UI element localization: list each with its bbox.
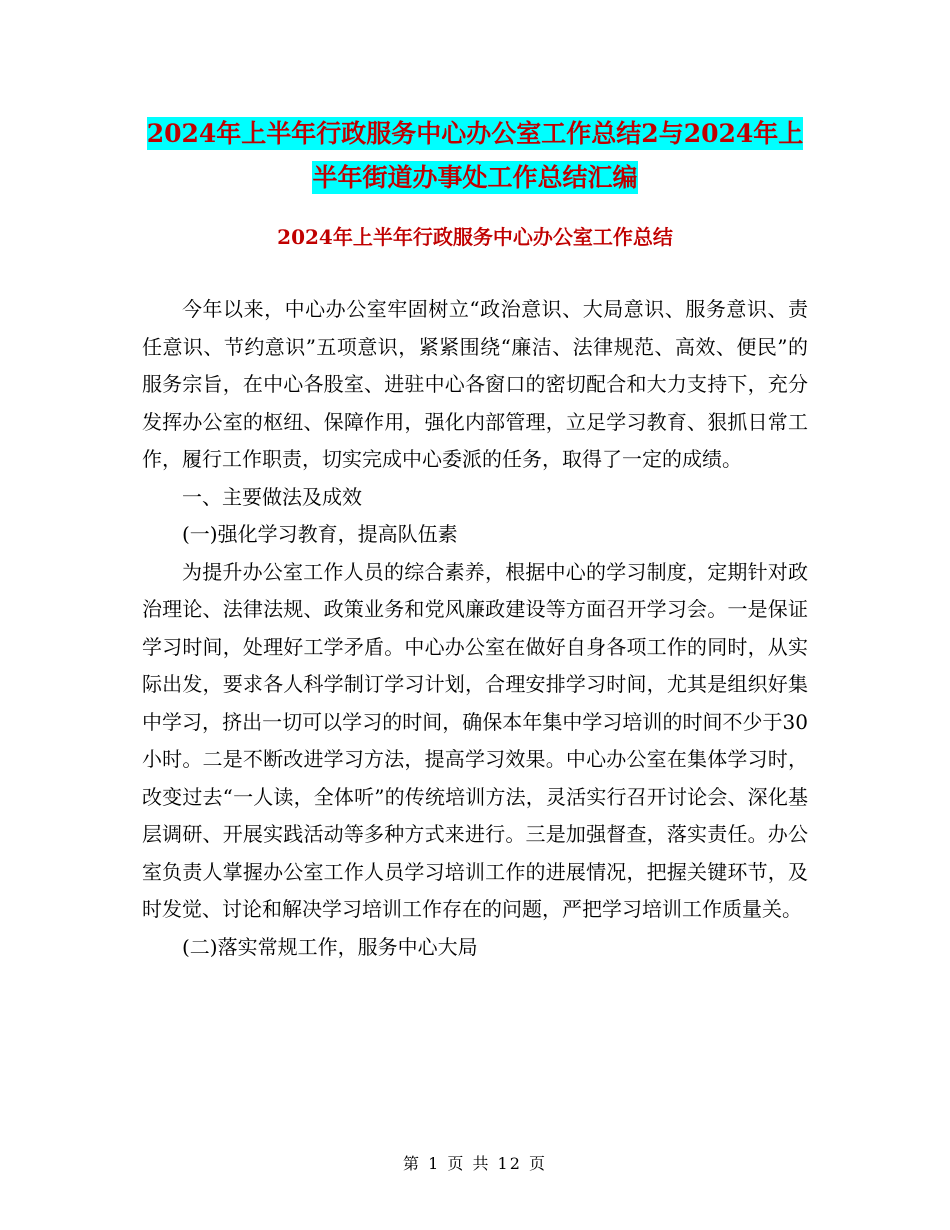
paragraph-study-education: 为提升办公室工作人员的综合素养，根据中心的学习制度，定期针对政治理论、法律法规、政策业务和党风廉政建设等方面召开学习会。一是保证学习时间，处理好工学矛盾。中心办公室在做好自身各项工作的同时，从实际出发，要求各人科学制订学习计划，合理安排学习时间，尤其是组织好集中学习，挤出一切可以学习的时间，确保本年集中学习培训的时间不少于30小时。二是不断改进学习方法，提高学习效果。中心办公室在集体学习时，改变过去“一人读，全体听”的传统培训方法，灵活实行召开讨论会、深化基层调研、开展实践活动等多种方式来进行。三是加强督查，落实责任。办公室负责人掌握办公室工作人员学习培训工作的进展情况，把握关键环节，及时发觉、讨论和解决学习培训工作存在的问题，严把学习培训工作质量关。 [142, 559, 808, 921]
subheading-study-education: (一)强化学习教育，提高队伍素 [182, 522, 458, 546]
subheading-routine-work: (二)落实常规工作，服务中心大局 [182, 934, 478, 959]
heading-main-practices: 一、主要做法及成效 [182, 484, 362, 509]
document-title [140, 112, 810, 200]
page-footer: 第 1 页 共 12 页 [403, 1154, 547, 1173]
paragraph-intro: 今年以来，中心办公室牢固树立“政治意识、大局意识、服务意识、责任意识、节约意识”五项意识，紧紧围绕“廉洁、法律规范、高效、便民”的服务宗旨，在中心各股室、进驻中心各窗口的密切配合和大力支持下，充分发挥办公室的枢纽、保障作用，强化内部管理，立足学习教育、狠抓日常工作，履行工作职责，切实完成中心委派的任务，取得了一定的成绩。 [142, 297, 808, 471]
document-title-text: 2024年上半年行政服务中心办公室工作总结2与2024年上半年街道办事处工作总结汇编 [146, 119, 804, 192]
section-title: 2024年上半年行政服务中心办公室工作总结 [277, 225, 673, 249]
document-body [142, 291, 808, 966]
